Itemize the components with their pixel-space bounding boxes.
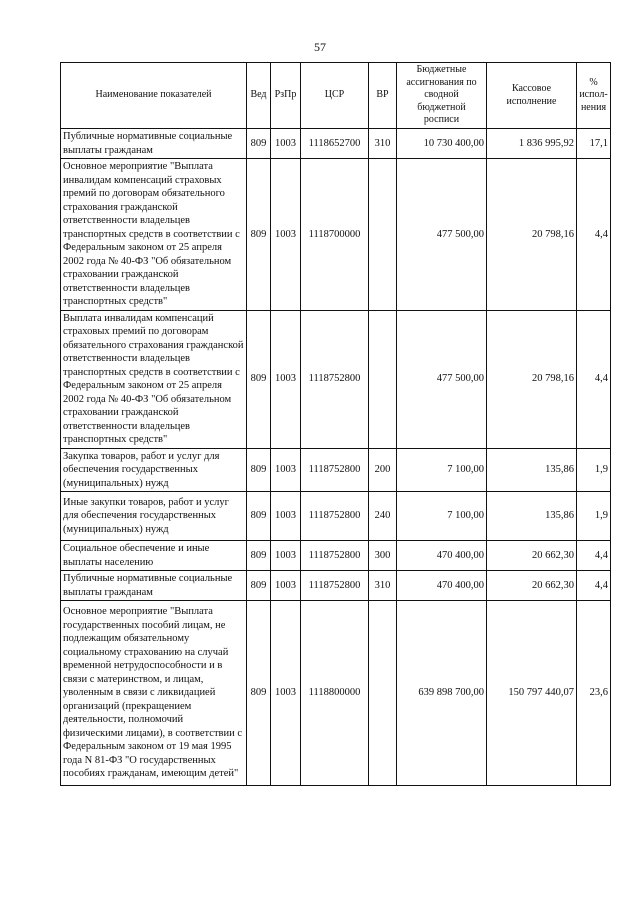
cell-vr: 200 bbox=[369, 448, 397, 492]
cell-pct: 23,6 bbox=[577, 601, 611, 786]
cell-name: Социальное обеспечение и иные выплаты населению bbox=[61, 541, 247, 571]
header-pct: % испол-нения bbox=[577, 63, 611, 129]
cell-name: Основное мероприятие "Выплата инвалидам компенсаций страховых премий по договорам обязательного страхования гражданской ответственности владельцев транспортных средств в соответствии с Федеральным законом от 25 апреля 2002 года № 40-ФЗ "Об обязательном страховании гражданской ответственности владельцев транспортных средств" bbox=[61, 159, 247, 311]
cell-ved: 809 bbox=[247, 492, 271, 541]
header-cash: Кассовое исполнение bbox=[487, 63, 577, 129]
cell-cash: 135,86 bbox=[487, 448, 577, 492]
cell-rzpr: 1003 bbox=[271, 448, 301, 492]
cell-rzpr: 1003 bbox=[271, 129, 301, 159]
cell-budget: 7 100,00 bbox=[397, 448, 487, 492]
cell-budget: 477 500,00 bbox=[397, 159, 487, 311]
cell-ved: 809 bbox=[247, 541, 271, 571]
cell-csr: 1118752800 bbox=[301, 448, 369, 492]
table-row bbox=[61, 541, 611, 571]
cell-csr: 1118752800 bbox=[301, 492, 369, 541]
cell-budget: 477 500,00 bbox=[397, 310, 487, 448]
cell-ved: 809 bbox=[247, 129, 271, 159]
cell-csr: 1118700000 bbox=[301, 159, 369, 311]
cell-ved: 809 bbox=[247, 601, 271, 786]
cell-cash: 20 662,30 bbox=[487, 541, 577, 571]
cell-pct: 4,4 bbox=[577, 310, 611, 448]
cell-vr: 310 bbox=[369, 129, 397, 159]
cell-ved: 809 bbox=[247, 448, 271, 492]
cell-csr: 1118752800 bbox=[301, 310, 369, 448]
cell-cash: 150 797 440,07 bbox=[487, 601, 577, 786]
cell-budget: 639 898 700,00 bbox=[397, 601, 487, 786]
cell-budget: 7 100,00 bbox=[397, 492, 487, 541]
cell-cash: 1 836 995,92 bbox=[487, 129, 577, 159]
page-number: 57 bbox=[314, 40, 326, 54]
cell-name: Выплата инвалидам компенсаций страховых премий по договорам обязательного страхования гражданской ответственности владельцев транспортных средств в соответствии с Федеральным законом от 25 апреля 2002 года № 40-ФЗ "Об обязательном страховании гражданской ответственности владельцев транспортных средств" bbox=[61, 310, 247, 448]
cell-rzpr: 1003 bbox=[271, 310, 301, 448]
cell-cash: 20 798,16 bbox=[487, 159, 577, 311]
table-row bbox=[61, 448, 611, 492]
table-row bbox=[61, 601, 611, 786]
cell-name: Закупка товаров, работ и услуг для обеспечения государственных (муниципальных) нужд bbox=[61, 448, 247, 492]
cell-ved: 809 bbox=[247, 571, 271, 601]
cell-rzpr: 1003 bbox=[271, 541, 301, 571]
table-body bbox=[61, 129, 611, 786]
cell-pct: 1,9 bbox=[577, 448, 611, 492]
cell-name: Публичные нормативные социальные выплаты гражданам bbox=[61, 571, 247, 601]
cell-ved: 809 bbox=[247, 159, 271, 311]
header-name: Наименование показателей bbox=[61, 63, 247, 129]
cell-cash: 20 798,16 bbox=[487, 310, 577, 448]
cell-pct: 17,1 bbox=[577, 129, 611, 159]
budget-execution-table bbox=[60, 62, 611, 786]
table-row bbox=[61, 159, 611, 311]
table-row bbox=[61, 129, 611, 159]
table-row bbox=[61, 492, 611, 541]
cell-vr bbox=[369, 601, 397, 786]
cell-rzpr: 1003 bbox=[271, 492, 301, 541]
cell-pct: 4,4 bbox=[577, 159, 611, 311]
cell-budget: 470 400,00 bbox=[397, 541, 487, 571]
cell-name: Публичные нормативные социальные выплаты гражданам bbox=[61, 129, 247, 159]
header-ved: Вед bbox=[247, 63, 271, 129]
cell-cash: 20 662,30 bbox=[487, 571, 577, 601]
cell-name: Основное мероприятие "Выплата государственных пособий лицам, не подлежащим обязательному социальному страхованию на случай временной нетрудоспособности и в связи с материнством, и лицам, уволенным в связи с ликвидацией организаций (прекращением деятельности, полномочий физическими лицами), в соответствии с Федеральным законом от 19 мая 1995 года N 81-ФЗ "О государственных пособиях гражданам, имеющим детей" bbox=[61, 601, 247, 786]
cell-rzpr: 1003 bbox=[271, 159, 301, 311]
cell-pct: 4,4 bbox=[577, 541, 611, 571]
table-row bbox=[61, 571, 611, 601]
cell-rzpr: 1003 bbox=[271, 571, 301, 601]
cell-csr: 1118752800 bbox=[301, 541, 369, 571]
header-csr: ЦСР bbox=[301, 63, 369, 129]
table-row bbox=[61, 310, 611, 448]
cell-cash: 135,86 bbox=[487, 492, 577, 541]
cell-csr: 1118800000 bbox=[301, 601, 369, 786]
header-vr: ВР bbox=[369, 63, 397, 129]
cell-pct: 1,9 bbox=[577, 492, 611, 541]
cell-ved: 809 bbox=[247, 310, 271, 448]
cell-vr bbox=[369, 310, 397, 448]
cell-budget: 10 730 400,00 bbox=[397, 129, 487, 159]
header-budget: Бюджетные ассигнования по сводной бюджетной росписи bbox=[397, 63, 487, 129]
cell-csr: 1118652700 bbox=[301, 129, 369, 159]
cell-rzpr: 1003 bbox=[271, 601, 301, 786]
cell-csr: 1118752800 bbox=[301, 571, 369, 601]
cell-vr: 310 bbox=[369, 571, 397, 601]
cell-vr bbox=[369, 159, 397, 311]
cell-budget: 470 400,00 bbox=[397, 571, 487, 601]
cell-name: Иные закупки товаров, работ и услуг для обеспечения государственных (муниципальных) нужд bbox=[61, 492, 247, 541]
header-rzpr: РзПр bbox=[271, 63, 301, 129]
cell-vr: 300 bbox=[369, 541, 397, 571]
cell-pct: 4,4 bbox=[577, 571, 611, 601]
cell-vr: 240 bbox=[369, 492, 397, 541]
table-header-row bbox=[61, 63, 611, 129]
